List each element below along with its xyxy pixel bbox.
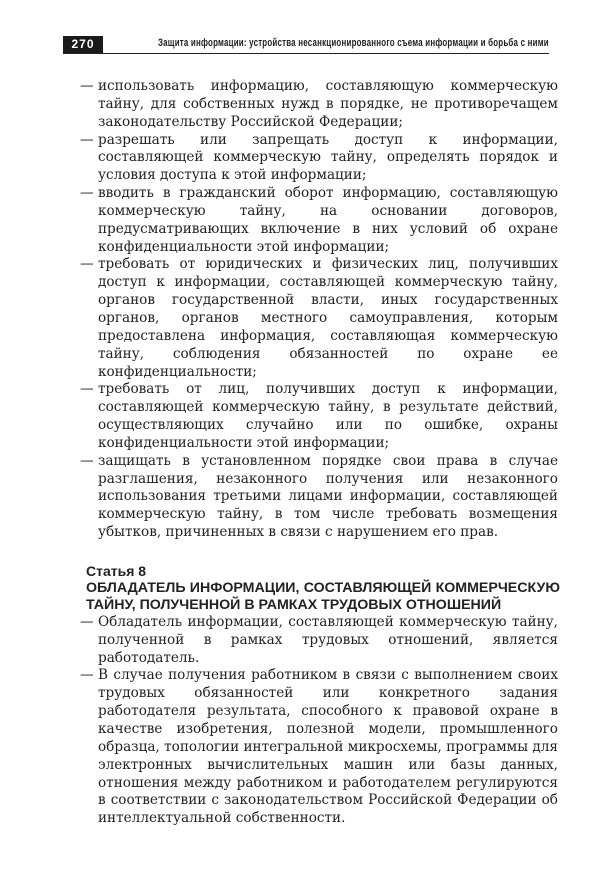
list-item: — вводить в гражданский оборот информацию, составляющую коммерческую тайну, на основании договоров, предусматривающих включение в них условий об охране конфиденциальности этой информации; <box>86 185 558 256</box>
article-title: ОБЛАДАТЕЛЬ ИНФОРМАЦИИ, СОСТАВЛЯЮЩЕЙ КОММЕРЧЕСКУЮ ТАЙНУ, ПОЛУЧЕННОЙ В РАМКАХ ТРУДОВЫХ ОТНОШЕНИЙ <box>86 579 560 613</box>
page-number: 270 <box>63 36 103 53</box>
article-number: Статья 8 <box>86 562 147 579</box>
list-item: — требовать от лиц, получивших доступ к информации, составляющей коммерческую тайну, в результате действий, осуществляющих случайно или по ошибке, охраны конфиденциальности этой информации; <box>86 381 558 452</box>
list-item: — Обладатель информации, составляющей коммерческую тайну, полученной в рамках трудовых отношений, является работодатель. <box>86 614 558 668</box>
list-item: — разрешать или запрещать доступ к информации, составляющей коммерческую тайну, определять порядок и условия доступа к этой информации; <box>86 132 558 186</box>
running-title: Защита информации: устройства несанкционированного съема информации и борьба с ними <box>158 37 549 49</box>
list-item: — защищать в установленном порядке свои права в случае разглашения, незаконного получения или незаконного использования третьими лицами информации, составляющей коммерческую тайну, в том числе требовать возмещения убытков, причиненных в связи с нарушением его прав. <box>86 453 558 542</box>
list-item: — использовать информацию, составляющую коммерческую тайну, для собственных нужд в порядке, не противоречащем законодательству Российской Федерации; <box>86 78 558 132</box>
page-body <box>86 78 558 828</box>
list-item: — В случае получения работником в связи с выполнением своих трудовых обязанностей или конкретного задания работодателя результата, способного к правовой охране в качестве изобретения, полезной модели, промышленного образца, топологии интегральной микросхемы, программы для электронных вычислительных машин или базы данных, отношения между работником и работодателем регулируются в соответствии с законодательством Российской Федерации об интеллектуальной собственности. <box>86 667 558 828</box>
list-item: — требовать от юридических и физических лиц, получивших доступ к информации, составляющей коммерческую тайну, органов государственной власти, иных государственных органов, органов местного самоуправления, которым предоставлена информация, составляющая коммерческую тайну, соблюдения обязанностей по охране ее конфиденциальности; <box>86 256 558 381</box>
running-header <box>63 36 549 54</box>
